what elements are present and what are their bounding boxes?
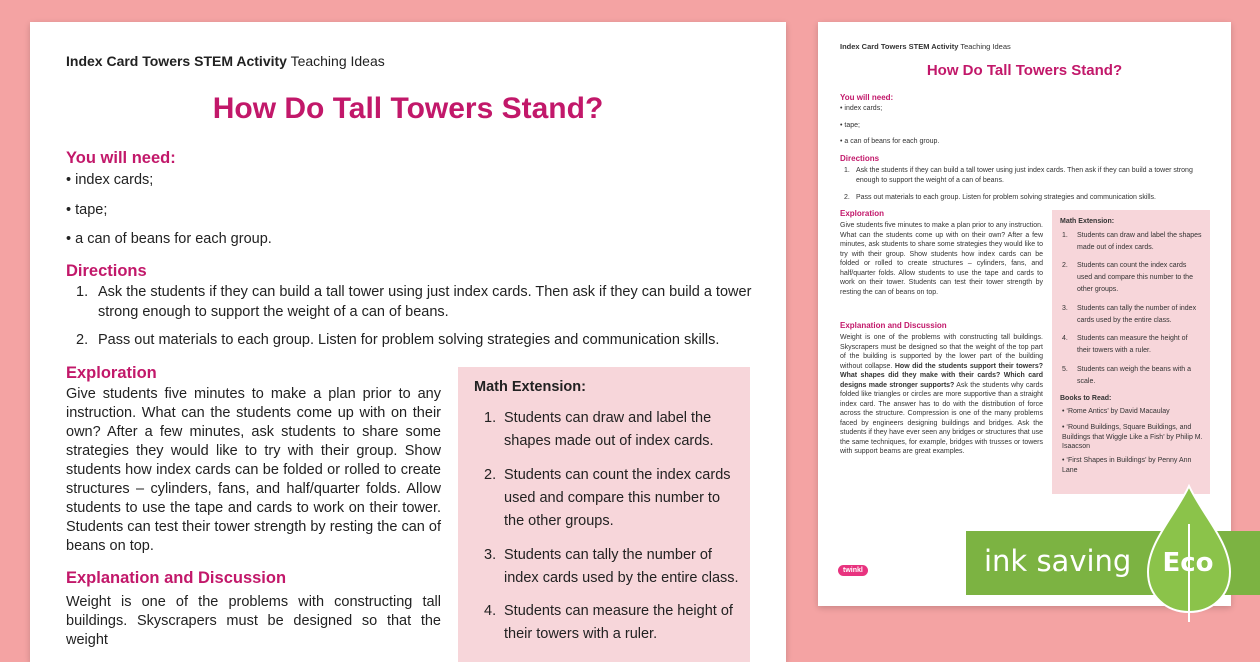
books-heading: Books to Read: [1060, 395, 1112, 402]
list-item: • tape; [66, 202, 108, 218]
list-item: • a can of beans for each group. [840, 138, 940, 145]
ink-saving-label: ink saving [984, 544, 1132, 578]
heading-directions: Directions [66, 262, 147, 280]
eco-leaf-icon [1144, 484, 1234, 624]
twinkl-logo: twinkl [838, 565, 868, 576]
heading-you-will-need: You will need: [840, 93, 894, 102]
heading-you-will-need: You will need: [66, 149, 176, 167]
exploration-text: Give students five minutes to make a plan prior to any instruction. What can the students come up with on their own? After a few minutes, ask students to share some strategies they would like to try with their group. Show students how index cards can be folded or rolled to create structures – cylinders, fans, and half/quarter folds. Allow students to use the tape and cards to work on their tower. Students can test their tower strength by resting the can of beans on top. [840, 222, 1043, 296]
list-item: • tape; [840, 122, 860, 129]
exploration-text: Give students five minutes to make a plan prior to any instruction. What can the students come up with on their own? After a few minutes, ask students to share some strategies they would like to try with their group. Show students how index cards can be folded or rolled to create structures – cylinders, fans, and half/quarter folds. Allow students to use the tape and cards to work on their tower. Students can test their tower strength by resting the can of beans on top. [66, 386, 441, 554]
list-item: • index cards; [840, 105, 883, 112]
heading-directions: Directions [840, 154, 880, 163]
heading-exploration: Exploration [66, 364, 157, 382]
math-extension-box: Math Extension: 1. Students can draw and label the shapes made out of index cards. 2. Students can count the index cards used and compare this number to the other groups. 3. Students can tally the number of index cards used by the entire class. 4. Students can measure the height of their towers with a ruler. 5. Students can weigh the beans with a scale. Books to Read: • ‘Rome Antics’ by David Macaulay • ‘Round Buildings, Square Buildings, and Buildings that Wiggle Like a Fish’ by Philip M. Isaacson • ‘First Shapes in Buildings’ by Penny Ann Lane [1052, 210, 1210, 494]
document-header: Index Card Towers STEM Activity Teaching Ideas [66, 53, 385, 69]
document-header: Index Card Towers STEM Activity Teaching Ideas [840, 42, 1011, 51]
explanation-text: Weight is one of the problems with constructing tall buildings. Skyscrapers must be designed so that the weight [66, 594, 441, 648]
heading-exploration: Exploration [840, 209, 885, 218]
math-extension-box: Math Extension: 1. Students can draw and label the shapes made out of index cards. 2. Students can count the index cards used and compare this number to the other groups. 3. Students can tally the number of index cards used by the entire class. 4. Students can measure the height of their towers with a ruler. [458, 367, 750, 662]
document-page-large [30, 22, 786, 662]
list-item: • a can of beans for each group. [66, 231, 272, 247]
list-item: • index cards; [66, 172, 154, 188]
eco-label: Eco [1162, 548, 1214, 578]
page-title: How Do Tall Towers Stand? [926, 62, 1123, 79]
document-page-small: Index Card Towers STEM Activity Teaching Ideas How Do Tall Towers Stand? You will need: • index cards; • tape; • a can of beans for each group. Directions 1. Ask the students if they can build a tall tower using just index cards. Then ask if they can build a tower strong enough to support the weight of a can of beans. 2. Pass out materials to each group. Listen for problem solving strategies and communication skills. Exploration Give students five minutes to make a plan prior to any instruction. What can the students come up with on their own? After a few minutes, ask students to share some strategies they would like to try with their group. Show students how index cards can be folded or rolled to create structures – cylinders, fans, and half/quarter folds. Allow students to use the tape and cards to work on their tower. Students can test their tower strength by resting the can of beans on top. Explanation and Discussion Weight is one of the problems with constructing tall buildings. Skyscrapers must be designed so that the weight of the top part of the building is supported by the lower part of the building without collapse. How did the students support their towers? What shapes did they make with their cards? Which card designs made stronger supports? Ask the students why cards folded like triangles or circles are more supportive than a straight index card. The answer has to do with the distribution of force across the structure. Compression is one of the many problems faced by engineers designing buildings and bridges. Ask the students if they have ever seen any bridges or structures that use the same techniques, for example, bridges with trusses or towers with support beams are great examples. Math Extension: 1. Students can draw and label the shapes made out of index cards. 2. Students can count the index cards used and compare this number to the other groups. 3. Students can tally the number of index cards used by the entire class. 4. Students can measure the height of their towers with a ruler. 5. Students can weigh the beans with a scale. Books to Read: • ‘Rome Antics’ by David Macaulay • ‘Round Buildings, Square Buildings, and Buildings that Wiggle Like a Fish’ by Philip M. Isaacson • ‘First Shapes in Buildings’ by Penny Ann Lane twinkl [818, 22, 1231, 606]
math-extension-heading: Math Extension: [1060, 218, 1115, 225]
page-title: How Do Tall Towers Stand? [212, 92, 604, 125]
explanation-text: Weight is one of the problems with constructing tall buildings. Skyscrapers must be designed so that the weight of the top part of the building is supported by the lower part of the building without collapse. How did the students support their towers? What shapes did they make with their cards? Which card designs made stronger supports? Ask the students why cards folded like triangles or circles are more supportive than a straight index card. The answer has to do with the distribution of force across the structure. Compression is one of the many problems faced by engineers designing buildings and bridges. Ask the students if they have ever seen any bridges or structures that use the same techniques, for example, bridges with trusses or towers with support beams are great examples. [840, 334, 1043, 455]
math-extension-heading: Math Extension: [474, 379, 586, 395]
list-item: • ‘Rome Antics’ by David Macaulay [1062, 408, 1170, 415]
heading-explanation: Explanation and Discussion [66, 569, 287, 587]
list-item: • ‘Round Buildings, Square Buildings, and Buildings that Wiggle Like a Fish’ by Philip M. Isaacson [1062, 424, 1203, 450]
heading-explanation: Explanation and Discussion [840, 321, 947, 330]
list-item: 2. Pass out materials to each group. Listen for problem solving strategies and communication skills. [76, 332, 720, 348]
list-item: • ‘First Shapes in Buildings’ by Penny Ann Lane [1062, 457, 1192, 474]
list-item: 1. Ask the students if they can build a tall tower using just index cards. Then ask if they can build a tower strong enough to support the weight of a can of beans. [76, 284, 752, 320]
